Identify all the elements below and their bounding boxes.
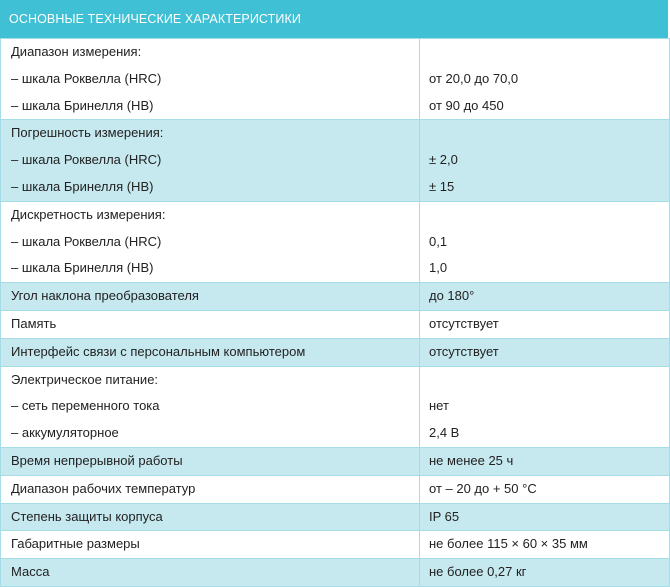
value-cell: [420, 447, 670, 475]
parameter-cell: [1, 531, 420, 559]
parameter-value: 0,1: [429, 233, 448, 249]
parameter-cell: [1, 475, 420, 503]
parameter-cell: [1, 283, 420, 311]
value-cell: [420, 120, 670, 201]
value-cell: [420, 475, 670, 503]
parameter-value: 2,4 В: [429, 425, 460, 441]
parameter-value: отсутствует: [429, 343, 499, 359]
value-cell: [420, 201, 670, 282]
table-row: [1, 338, 670, 366]
parameter-cell: [1, 39, 420, 120]
value-cell: [420, 39, 670, 120]
parameter-cell: [1, 338, 420, 366]
table-row: [1, 559, 670, 587]
parameter-label: – шкала Бринелля (НВ): [11, 260, 154, 276]
value-cell: [420, 503, 670, 531]
parameter-label: – шкала Бринелля (НВ): [11, 97, 154, 113]
table-row: [1, 120, 670, 201]
value-cell: [420, 283, 670, 311]
parameter-label: Угол наклона преобразователя: [11, 288, 199, 304]
parameter-label: – аккумуляторное: [11, 425, 119, 441]
value-cell: [420, 366, 670, 447]
parameter-value: не более 0,27 кг: [429, 564, 527, 580]
parameter-label: Дискретность измерения:: [11, 206, 166, 222]
parameter-value: не менее 25 ч: [429, 452, 514, 468]
parameter-value: [429, 367, 659, 394]
parameter-cell: [1, 503, 420, 531]
parameter-label: Время непрерывной работы: [11, 452, 183, 468]
parameter-value: до 180°: [429, 288, 475, 304]
parameter-value: от 20,0 до 70,0: [429, 70, 519, 86]
parameter-label: Масса: [11, 564, 50, 580]
value-cell: [420, 559, 670, 587]
specs-table: [0, 38, 670, 587]
parameter-cell: [1, 559, 420, 587]
parameter-label: – шкала Роквелла (HRC): [11, 152, 162, 168]
parameter-cell: [1, 366, 420, 447]
table-row: [1, 201, 670, 282]
parameter-value: нет: [429, 398, 449, 414]
parameter-label: – шкала Роквелла (HRC): [11, 233, 162, 249]
table-row: [1, 475, 670, 503]
table-row: [1, 531, 670, 559]
parameter-label: – сеть переменного тока: [11, 398, 160, 414]
parameter-value: [429, 120, 659, 147]
parameter-label: – шкала Бринелля (НВ): [11, 178, 154, 194]
value-cell: [420, 338, 670, 366]
parameter-label: Интерфейс связи с персональным компьютером: [11, 343, 306, 359]
parameter-label: Диапазон рабочих температур: [11, 480, 196, 496]
parameter-value: [429, 39, 659, 66]
parameter-value: от 90 до 450: [429, 97, 504, 113]
parameter-label: Память: [11, 315, 57, 331]
parameter-cell: [1, 120, 420, 201]
parameter-value: не более 115 × 60 × 35 мм: [429, 536, 588, 552]
table-row: [1, 503, 670, 531]
table-row: [1, 283, 670, 311]
parameter-value: ± 15: [429, 178, 455, 194]
table-row: [1, 447, 670, 475]
value-cell: [420, 310, 670, 338]
table-row: [1, 310, 670, 338]
parameter-value: отсутствует: [429, 315, 499, 331]
parameter-value: IP 65: [429, 508, 460, 524]
parameter-label: Степень защиты корпуса: [11, 508, 163, 524]
parameter-label: Погрешность измерения:: [11, 125, 164, 141]
value-cell: [420, 531, 670, 559]
parameter-value: 1,0: [429, 260, 448, 276]
table-title: ОСНОВНЫЕ ТЕХНИЧЕСКИЕ ХАРАКТЕРИСТИКИ: [0, 0, 668, 38]
parameter-cell: [1, 201, 420, 282]
table-row: [1, 39, 670, 120]
parameter-label: – шкала Роквелла (HRC): [11, 70, 162, 86]
parameter-value: ± 2,0: [429, 152, 458, 168]
parameter-label: Диапазон измерения:: [11, 44, 142, 59]
table-row: [1, 366, 670, 447]
parameter-value: [429, 202, 659, 229]
parameter-cell: [1, 310, 420, 338]
parameter-label: Электрическое питание:: [11, 371, 159, 387]
parameter-value: от – 20 до + 50 °С: [429, 480, 537, 496]
parameter-cell: [1, 447, 420, 475]
parameter-label: Габаритные размеры: [11, 536, 140, 552]
